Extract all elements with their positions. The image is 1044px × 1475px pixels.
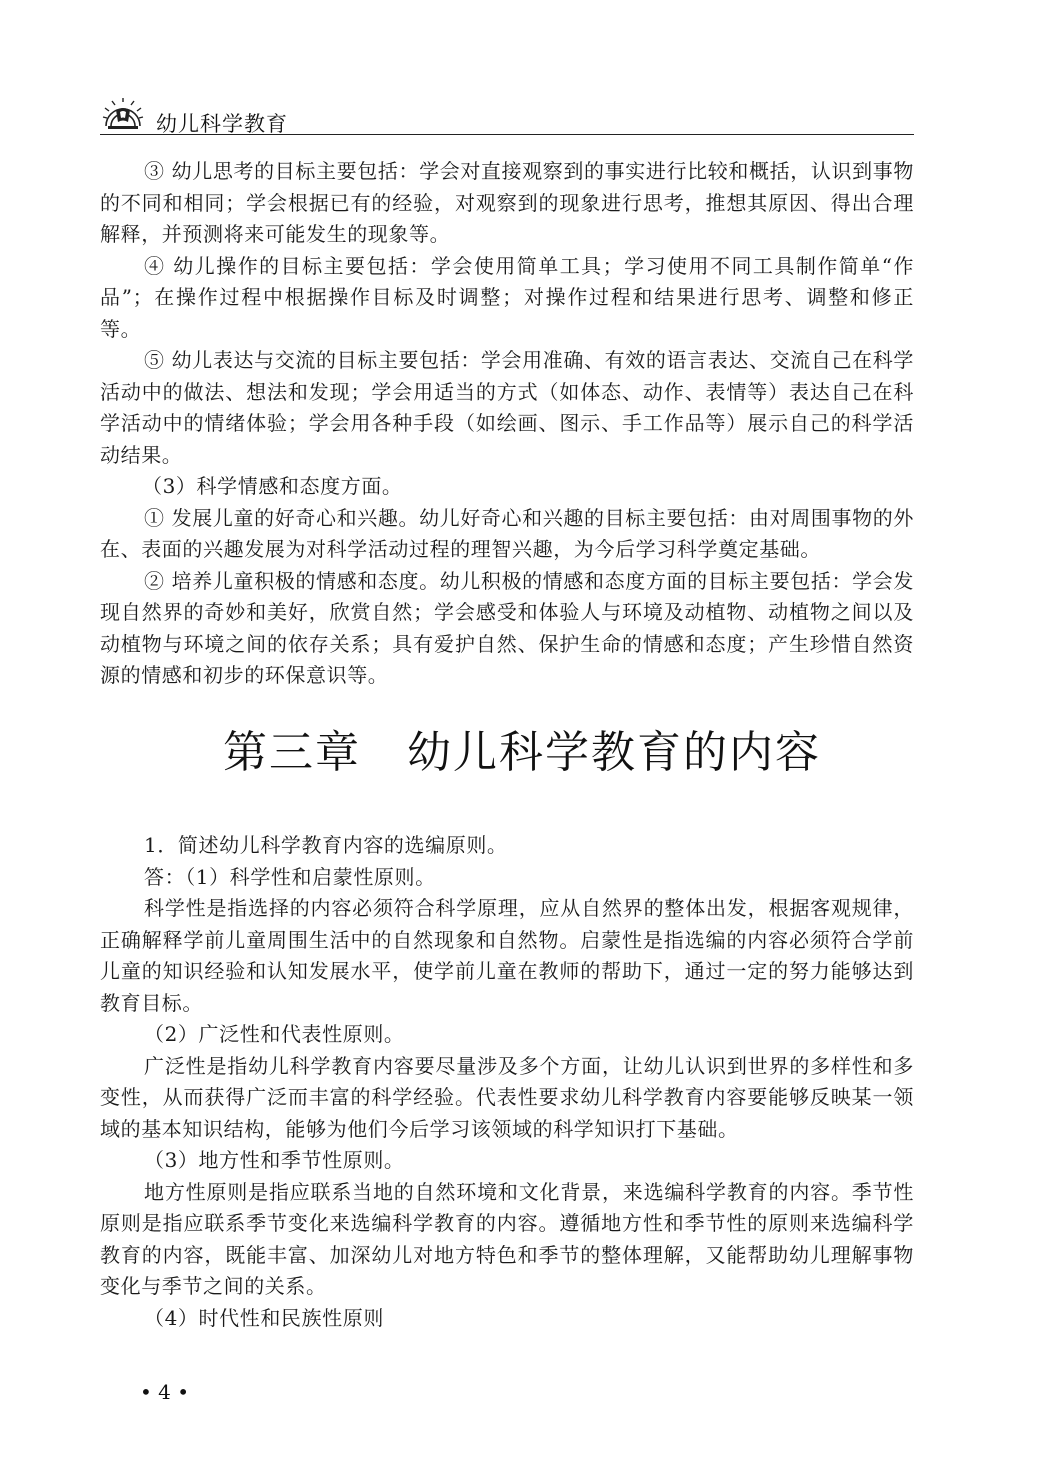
paragraph: 科学性是指选择的内容必须符合科学原理，应从自然界的整体出发，根据客观规律，正确解释学前儿童周围生活中的自然现象和自然物。启蒙性是指选编的内容必须符合学前儿童的知识经验和认知发展水平，使学前儿童在教师的帮助下，通过一定的努力能够达到教育目标。 [100,896,914,1015]
page-number: • 4 • [140,1380,190,1404]
paragraph: ④ 幼儿操作的目标主要包括：学会使用简单工具；学习使用不同工具制作简单“作品”；在操作过程中根据操作目标及时调整；对操作过程和结果进行思考、调整和修正等。 [100,253,914,341]
paragraph: ③ 幼儿思考的目标主要包括：学会对直接观察到的事实进行比较和概括，认识到事物的不同和相同；学会根据已有的经验，对观察到的现象进行思考，推想其原因、得出合理解释，并预测将来可能发生的现象等。 [100,159,914,246]
paragraph: 地方性原则是指应联系当地的自然环境和文化背景，来选编科学教育的内容。季节性原则是指应联系季节变化来选编科学教育的内容。遵循地方性和季节性的原则来选编科学教育的内容，既能丰富、加深幼儿对地方特色和季节的整体理解，又能帮助幼儿理解事物变化与季节之间的关系。 [100,1179,914,1298]
paragraph: ① 发展儿童的好奇心和兴趣。幼儿好奇心和兴趣的目标主要包括：由对周围事物的外在、表面的兴趣发展为对科学活动过程的理智兴趣，为今后学习科学奠定基础。 [100,505,914,561]
chapter-title: 第三章 幼儿科学教育的内容 [223,727,821,778]
section-top [100,156,914,692]
section-bottom [100,830,914,1334]
page-header [100,96,914,135]
answer-heading: 答：（1）科学性和启蒙性原则。 [144,864,436,889]
subheading: （4）时代性和民族性原则 [144,1305,384,1330]
paragraph: ⑤ 幼儿表达与交流的目标主要包括：学会用准确、有效的语言表达、交流自己在科学活动中的做法、想法和发现；学会用适当的方式（如体态、动作、表情等）表达自己在科学活动中的情绪体验；学会用各种手段（如绘画、图示、手工作品等）展示自己的科学活动结果。 [100,348,914,467]
question: 1．简述幼儿科学教育内容的选编原则。 [144,833,508,857]
subheading: （2）广泛性和代表性原则。 [144,1022,405,1046]
subheading: （3）地方性和季节性原则。 [144,1148,405,1172]
header-title: 幼儿科学教育 [156,112,288,136]
subheading: （3）科学情感和态度方面。 [142,474,403,498]
publisher-logo-icon [102,96,144,132]
paragraph: 广泛性是指幼儿科学教育内容要尽量涉及多个方面，让幼儿认识到世界的多样性和多变性，从而获得广泛而丰富的科学经验。代表性要求幼儿科学教育内容要能够反映某一领域的基本知识结构，能够为他们今后学习该领域的科学知识打下基础。 [100,1053,914,1141]
paragraph: ② 培养儿童积极的情感和态度。幼儿积极的情感和态度方面的目标主要包括：学会发现自然界的奇妙和美好，欣赏自然；学会感受和体验人与环境及动植物、动植物之间以及动植物与环境之间的依存关系；具有爱护自然、保护生命的情感和态度；产生珍惜自然资源的情感和初步的环保意识等。 [100,568,914,687]
